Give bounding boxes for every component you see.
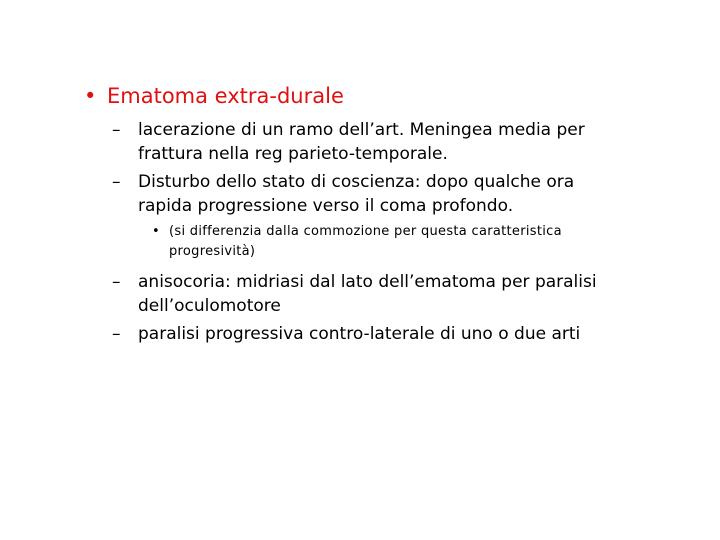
sub-list-item-line: (si differenzia dalla commozione per questa caratteristica <box>169 224 562 239</box>
list-item-line: rapida progressione verso il coma profondo. <box>138 196 514 216</box>
dash-marker: – <box>112 120 121 140</box>
dash-marker: – <box>112 272 121 292</box>
sub-bullet: • <box>152 224 160 239</box>
list-item-text <box>138 118 658 166</box>
list-item-text <box>138 170 658 218</box>
list-item-line: lacerazione di un ramo dell’art. Meningea media per <box>138 120 585 140</box>
heading-bullet: • <box>84 84 97 108</box>
sub-list-item-line: progresività) <box>169 244 256 259</box>
list-item-line: paralisi progressiva contro-laterale di uno o due arti <box>138 324 581 344</box>
dash-marker: – <box>112 172 121 192</box>
list-item-line: Disturbo dello stato di coscienza: dopo qualche ora <box>138 172 575 192</box>
list-item-line: frattura nella reg parieto-temporale. <box>138 144 448 164</box>
sub-list-item-text <box>169 222 669 262</box>
list-item-line: anisocoria: midriasi dal lato dell’ematoma per paralisi <box>138 272 597 292</box>
list-item-text <box>138 270 658 318</box>
heading-text: Ematoma extra-durale <box>107 84 344 108</box>
list-item-text <box>138 322 658 346</box>
dash-marker: – <box>112 324 121 344</box>
list-item-line: dell’oculomotore <box>138 296 281 316</box>
